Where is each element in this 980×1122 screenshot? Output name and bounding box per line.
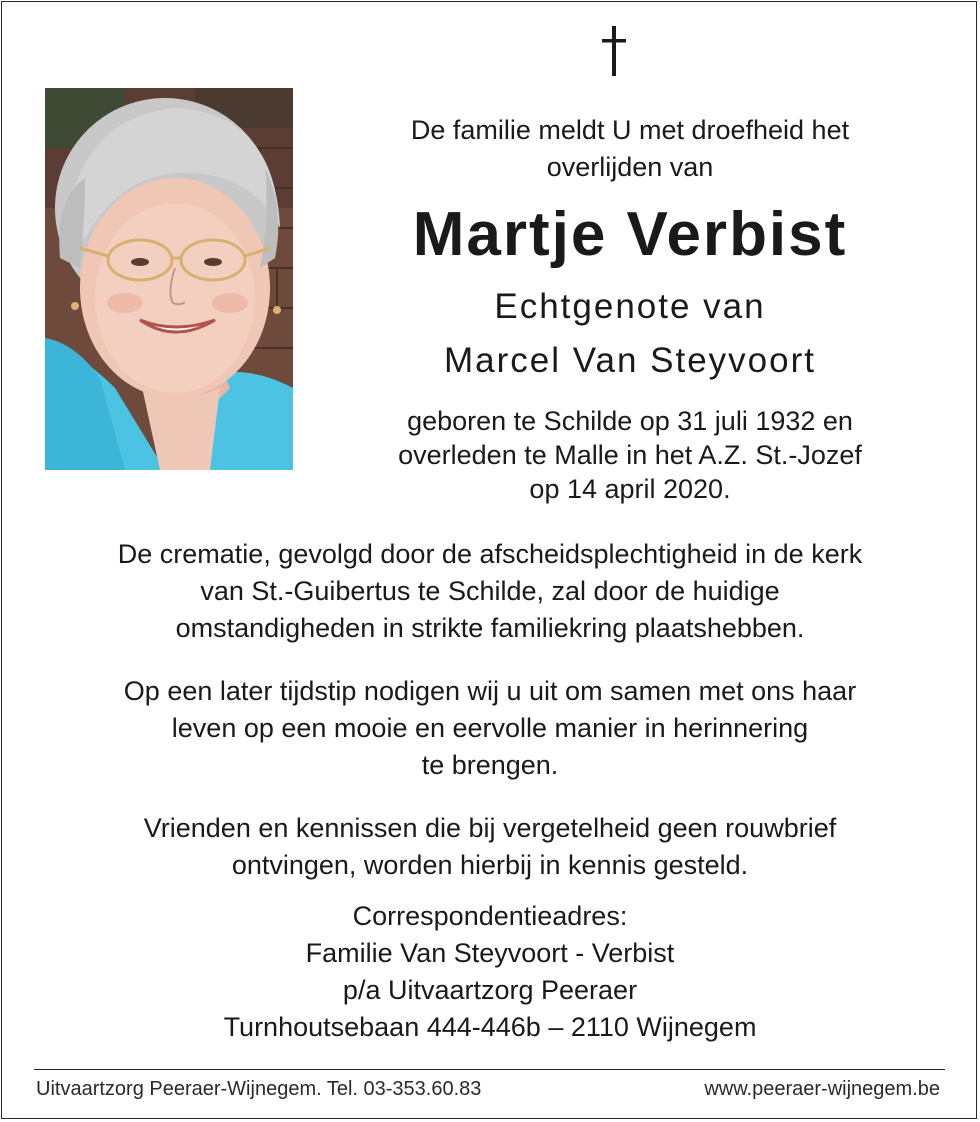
correspondence-family: Familie Van Steyvoort - Verbist xyxy=(305,938,675,968)
deceased-name: Martje Verbist xyxy=(412,200,848,269)
spouse-text xyxy=(330,280,930,388)
invitation-paragraph xyxy=(20,673,960,784)
notice-line-2: ontvingen, worden hierbij in kennis gesteld. xyxy=(231,850,749,880)
dates-line-3: op 14 april 2020. xyxy=(529,474,731,504)
notice-paragraph xyxy=(20,810,960,884)
spouse-line-2: Marcel Van Steyvoort xyxy=(444,341,816,380)
correspondence-label: Correspondentieadres: xyxy=(352,901,628,931)
invitation-line-2: leven op een mooie en eervolle manier in herinnering xyxy=(171,713,809,743)
intro-line-2: overlijden van xyxy=(546,152,714,182)
spouse-line-1: Echtgenote van xyxy=(494,287,766,326)
notice-line-1: Vrienden en kennissen die bij vergetelheid geen rouwbrief xyxy=(143,813,837,843)
ceremony-line-1: De crematie, gevolgd door de afscheidsplechtigheid in de kerk xyxy=(117,539,863,569)
cross-icon xyxy=(597,24,631,78)
correspondence-address xyxy=(90,898,890,1046)
footer-company-phone: Uitvaartzorg Peeraer-Wijnegem. Tel. 03-353.60.83 xyxy=(36,1078,482,1100)
birth-death-dates xyxy=(330,404,930,506)
intro-text xyxy=(330,112,930,186)
invitation-line-3: te brengen. xyxy=(421,750,559,780)
body-block xyxy=(20,536,960,910)
footer-website-link[interactable]: www.peeraer-wijnegem.be xyxy=(704,1078,940,1100)
portrait-photo xyxy=(45,88,293,470)
correspondence-street: Turnhoutsebaan 444-446b – 2110 Wijnegem xyxy=(223,1012,757,1042)
dates-line-2: overleden te Malle in het A.Z. St.-Jozef xyxy=(398,440,862,470)
invitation-line-1: Op een later tijdstip nodigen wij u uit om samen met ons haar xyxy=(123,676,857,706)
ceremony-line-2: van St.-Guibertus te Schilde, zal door de huidige xyxy=(200,576,780,606)
dates-line-1: geboren te Schilde op 31 juli 1932 en xyxy=(407,406,853,436)
ceremony-paragraph xyxy=(20,536,960,647)
correspondence-care-of: p/a Uitvaartzorg Peeraer xyxy=(342,975,638,1005)
intro-line-1: De familie meldt U met droefheid het xyxy=(410,115,850,145)
footer-divider xyxy=(34,1069,945,1070)
header-block xyxy=(330,112,930,506)
ceremony-line-3: omstandigheden in strikte familiekring plaatshebben. xyxy=(175,613,805,643)
